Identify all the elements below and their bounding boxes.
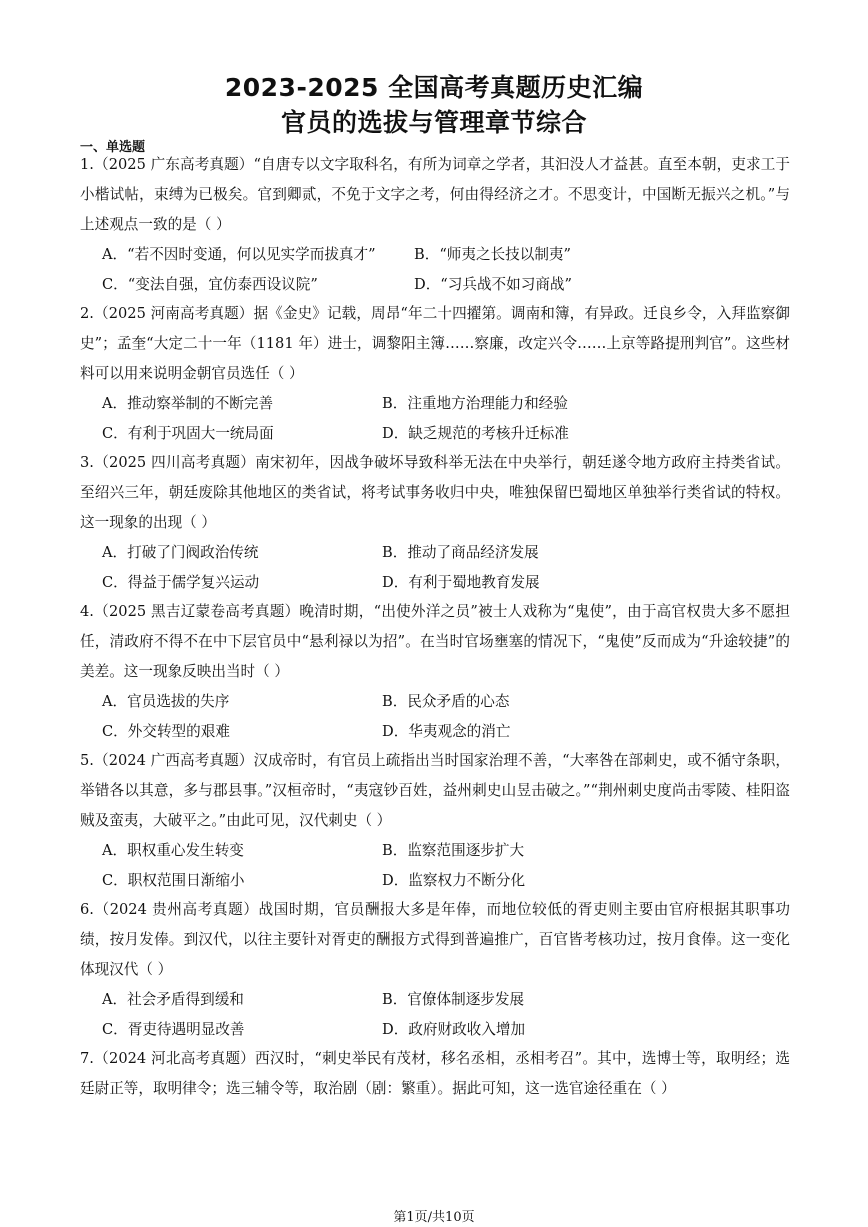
question-3-option-b[interactable]: B．推动了商品经济发展 [382, 544, 539, 561]
question-6-stem: 6.（2024 贵州高考真题）战国时期，官员酬报大多是年俸，而地位较低的胥吏则主要由官府根据其职事功绩，按月发俸。到汉代，以往主要针对胥吏的酬报方式得到普遍推广，百官皆考核功过，按月食俸。这一变化体现汉代（ ） [80, 901, 790, 978]
question-5-option-c[interactable]: C．职权范围日渐缩小 [102, 872, 245, 889]
question-5-option-a[interactable]: A．职权重心发生转变 [102, 842, 244, 859]
question-1-option-d[interactable]: D．“习兵战不如习商战” [414, 276, 572, 293]
question-4-options-row-1 [102, 687, 792, 717]
question-1-option-b[interactable]: B．“师夷之长技以制夷” [414, 246, 571, 263]
question-4-option-c[interactable]: C．外交转型的艰难 [102, 723, 230, 740]
question-4-stem: 4.（2025 黑吉辽蒙卷高考真题）晚清时期，“出使外洋之员”被士人戏称为“鬼使”，由于高官权贵大多不愿担任，清政府不得不在中下层官员中“悬利禄以为招”。在当时官场壅塞的情况下，“鬼使”反而成为“升途较捷”的美差。这一现象反映出当时（ ） [80, 603, 790, 680]
question-6-option-d[interactable]: D．政府财政收入增加 [382, 1021, 526, 1038]
question-3-option-c[interactable]: C．得益于儒学复兴运动 [102, 574, 260, 591]
section-heading: 一、单选题 [80, 140, 146, 155]
question-2-option-d[interactable]: D．缺乏规范的考核升迁标准 [382, 425, 569, 442]
question-6-option-c[interactable]: C．胥吏待遇明显改善 [102, 1021, 245, 1038]
question-7-stem: 7.（2024 河北高考真题）西汉时，“刺史举民有茂材，移名丞相，丞相考召”。其中，选博士等，取明经；选廷尉正等，取明律令；选三辅令等，取治剧（剧：繁重）。据此可知，这一选官途径重在（ ） [80, 1050, 790, 1097]
question-1-stem: 1.（2025 广东高考真题）“自唐专以文字取科名，有所为词章之学者，其汩没人才益甚。直至本朝，吏求工于小楷试帖，束缚为已极矣。官到卿贰，不免于文字之考，何由得经济之才。不思变计，中国断无振兴之机。”与上述观点一致的是（ ） [80, 156, 790, 233]
question-6-option-a[interactable]: A．社会矛盾得到缓和 [102, 991, 244, 1008]
question-2-option-a[interactable]: A．推动察举制的不断完善 [102, 395, 274, 412]
question-5-stem: 5.（2024 广西高考真题）汉成帝时，有官员上疏指出当时国家治理不善，“大率咎在部刺史，或不循守条职，举错各以其意，多与郡县事。”汉桓帝时，“夷寇钞百姓，益州刺史山昱击破之。”“荆州刺史度尚击零陵、桂阳盗贼及蛮夷，大破平之。”由此可见，汉代刺史（ ） [80, 752, 790, 829]
question-5-options-row-1 [102, 836, 792, 866]
question-3-options-row-2 [102, 568, 792, 598]
question-2-options-row-2 [102, 419, 792, 449]
question-6-option-b[interactable]: B．官僚体制逐步发展 [382, 991, 525, 1008]
page-title: 2023-2025 全国高考真题历史汇编 [224, 73, 644, 102]
question-1-options-row-1 [102, 240, 792, 270]
question-3-option-a[interactable]: A．打破了门阀政治传统 [102, 544, 259, 561]
question-5-option-d[interactable]: D．监察权力不断分化 [382, 872, 526, 889]
question-2-option-b[interactable]: B．注重地方治理能力和经验 [382, 395, 568, 412]
page-number: 第1页/共10页 [393, 1210, 475, 1225]
question-4-options-row-2 [102, 717, 792, 747]
question-5-options-row-2 [102, 866, 792, 896]
question-2-options-row-1 [102, 389, 792, 419]
question-3-option-d[interactable]: D．有利于蜀地教育发展 [382, 574, 540, 591]
question-4-option-d[interactable]: D．华夷观念的消亡 [382, 723, 511, 740]
question-2-option-c[interactable]: C．有利于巩固大一统局面 [102, 425, 274, 442]
question-6-options-row-2 [102, 1015, 792, 1045]
question-2-stem: 2.（2025 河南高考真题）据《金史》记载，周昂“年二十四擢第。调南和簿，有异政。迁良乡令，入拜监察御史”；孟奎“大定二十一年（1181 年）进士，调黎阳主簿……察廉，改定兴令……上京等路提刑判官”。这些材料可以用来说明金朝官员选任（ ） [80, 305, 790, 382]
question-4-option-a[interactable]: A．官员选拔的失序 [102, 693, 230, 710]
question-3-options-row-1 [102, 538, 792, 568]
page-subtitle: 官员的选拔与管理章节综合 [280, 108, 587, 137]
question-6-options-row-1 [102, 985, 792, 1015]
question-3-stem: 3.（2025 四川高考真题）南宋初年，因战争破坏导致科举无法在中央举行，朝廷遂令地方政府主持类省试。至绍兴三年，朝廷废除其他地区的类省试，将考试事务收归中央，唯独保留巴蜀地区单独举行类省试的特权。这一现象的出现（ ） [80, 454, 790, 531]
question-1-option-a[interactable]: A．“若不因时变通，何以见实学而拔真才” [102, 246, 376, 263]
question-4-option-b[interactable]: B．民众矛盾的心态 [382, 693, 510, 710]
question-1-options-row-2 [102, 270, 792, 300]
question-5-option-b[interactable]: B．监察范围逐步扩大 [382, 842, 525, 859]
question-1-option-c[interactable]: C．“变法自强，宜仿泰西设议院” [102, 276, 318, 293]
